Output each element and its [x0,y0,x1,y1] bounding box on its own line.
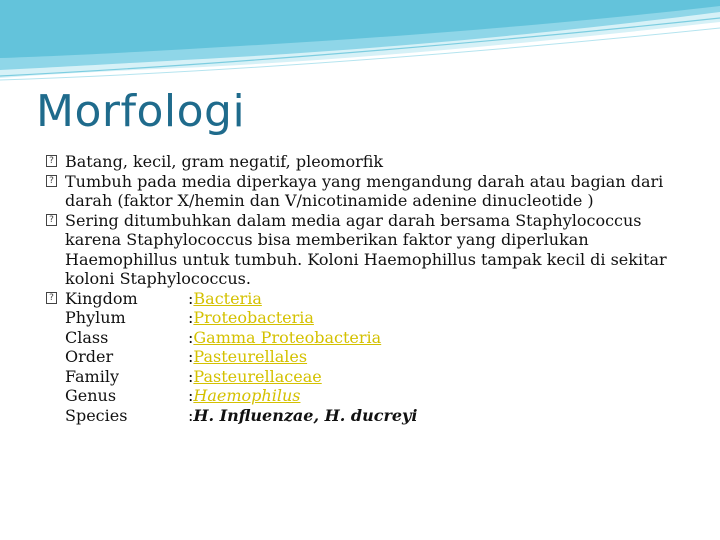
taxonomy-separator: : [188,308,194,327]
taxonomy-rank: Order [65,347,114,366]
box-glyph-icon: ? [46,214,57,226]
taxonomy-block [46,289,682,426]
taxonomy-link-kingdom[interactable]: Bacteria [193,288,262,308]
box-glyph-icon: ? [46,292,57,304]
taxonomy-rank: Phylum [65,308,126,327]
taxonomy-link-class[interactable]: Gamma Proteobacteria [193,327,382,347]
taxonomy-rank: Family [65,366,119,386]
slide-title: Morfologi [36,86,246,137]
taxonomy-row-phylum [65,308,682,328]
taxonomy-rank: Genus [65,386,117,405]
bullet-item [46,211,682,289]
taxonomy-separator: : [188,405,194,425]
slide-body [46,152,682,425]
taxonomy-rank: Species [65,405,128,425]
taxonomy-row-genus [65,386,682,406]
taxonomy-separator: : [188,366,194,386]
taxonomy-separator: : [188,288,194,308]
taxonomy-species-value: H. Influenzae, H. ducreyi [193,405,418,425]
box-glyph-icon: ? [46,155,57,167]
taxonomy-rank: Kingdom [65,288,138,308]
bullet-text: Batang, kecil, gram negatif, pleomorfik [65,152,384,171]
bullet-item [46,172,682,211]
taxonomy-separator: : [188,386,194,405]
taxonomy-link-family[interactable]: Pasteurellaceae [193,366,322,386]
header-wave-decoration [0,0,720,90]
taxonomy-row-class [65,328,682,348]
taxonomy-row-family [65,367,682,387]
taxonomy-separator: : [188,347,194,366]
taxonomy-link-order[interactable]: Pasteurellales [193,347,308,366]
taxonomy-link-genus[interactable]: Haemophilus [193,386,301,405]
taxonomy-link-phylum[interactable]: Proteobacteria [193,308,314,327]
bullet-item [46,152,682,172]
taxonomy-row-kingdom [65,289,682,309]
bullet-text: Sering ditumbuhkan dalam media agar darah bersama Staphylococcus karena Staphylococcus bisa memberikan faktor yang diperlukan Haemophillus untuk tumbuh. Koloni Haemophillus tampak kecil di sekitar koloni Staphylococcus. [65,210,667,288]
box-glyph-icon: ? [46,175,57,187]
taxonomy-rank: Class [65,327,109,347]
taxonomy-row-species [65,406,682,426]
taxonomy-row-order [65,347,682,367]
bullet-text: Tumbuh pada media diperkaya yang mengandung darah atau bagian dari darah (faktor X/hemin dan V/nicotinamide adenine dinucleotide ) [65,171,664,210]
taxonomy-separator: : [188,327,194,347]
